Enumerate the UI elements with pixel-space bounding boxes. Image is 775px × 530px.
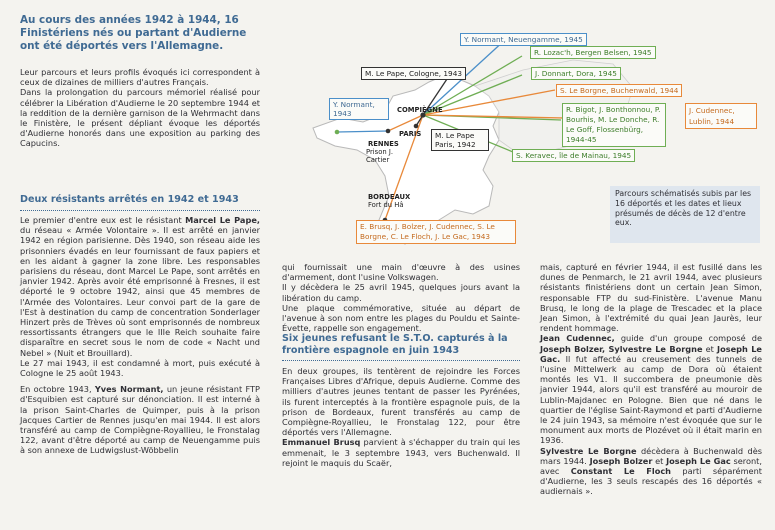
name-sylvestre-le-borgne: Sylvestre Le Borgne: [540, 445, 637, 456]
paragraph-plaque: Une plaque commémorative, située au départ de l'avenue à son nom entre les plages du Pouldu et Sainte-Évette, rappelle son engagement.: [282, 302, 520, 334]
city-bordeaux-fort: Fort du Hâ: [368, 201, 404, 209]
map-legend-note: Parcours schématisés subis par les 16 déportés et les dates et lieux présumés de décès de 12 d'entre eux.: [610, 186, 760, 243]
label-normant: Y. Normant, 1943: [329, 98, 389, 120]
label-cudennec: J. Cudennec, Lublin, 1944: [685, 103, 757, 129]
city-bordeaux: BORDEAUX: [368, 193, 411, 201]
label-le-borgne: S. Le Borgne, Buchenwald, 1944: [556, 84, 682, 97]
column2-top-text: [282, 262, 520, 333]
label-le-pape-cologne: M. Le Pape, Cologne, 1943: [361, 67, 466, 80]
paragraph-deces: Il y décèdera le 25 avril 1945, quelques jours avant la libération du camp.: [282, 282, 520, 303]
paragraph-cudennec: Jean Cudennec, guide d'un groupe composé de Joseph Bolzer, Sylvestre Le Borgne et Joseph Le Gac. Il fut affecté au creusement des tunnels de l'usine Mittelwerk au camp de Dora où étaient montés les V1. Il succombera de pneumonie dès janvier 1944, alors qu'il est transféré au mouroir de Lublin-Majdanec en Pologne. Bien que né dans le quartier de l'église Saint-Raymond et parti d'Audierne le 24 juin 1943, sa mémoire n'est évoquée que sur le monument aux morts de Plozévet où il était marin en 1936.: [540, 333, 763, 446]
intro-paragraph-1: Leur parcours et leurs profils évoqués ici correspondent à ceux de dizaines de milliers d'autres Français.: [20, 67, 260, 88]
label-group-1943: E. Brusq, J. Bolzer, J. Cudennec, S. Le Borgne, C. Le Floch, J. Le Gac, 1943: [356, 220, 516, 244]
label-donnart: J. Donnart, Dora, 1945: [531, 67, 621, 80]
city-rennes-prison: Prison J. Cartier: [366, 148, 393, 164]
label-lozach: R. Lozac'h, Bergen Belsen, 1945: [530, 46, 656, 59]
label-normant-neuengamme: Y. Normant, Neuengamme, 1945: [460, 33, 587, 46]
city-rennes: RENNES: [368, 140, 399, 148]
paragraph-normant: En octobre 1943, Yves Normant, un jeune résistant FTP d'Esquibien est capturé sur dénonciation. Il est interné à la prison Saint-Charles de Quimper, puis à la prison Jacques Cartier de Rennes jusqu'en mai 1944. Il est alors transféré au camp de Compiègne-Royallieu, le Fronstalag 122, avant d'être déporté au camp de Neuengamme puis à son annexe de Ludwigslust-Wöbbelin: [20, 384, 260, 456]
name-emmanuel-brusq: Emmanuel Brusq: [282, 437, 361, 448]
section1-title: Deux résistants arrêtés en 1942 et 1943: [20, 194, 239, 205]
intro-text: [20, 67, 260, 149]
paragraph-rescapes: Sylvestre Le Borgne décèdera à Buchenwald dès mars 1944. Joseph Bolzer et Joseph Le Gac seront, avec Constant Le Floch parti séparément d'Audierne, les 3 seuls rescapés des 16 déportés « audiernais ».: [540, 445, 762, 497]
paragraph-volkswagen: qui fournissait une main d'œuvre à des usines d'armement, dont l'usine Volkswagen.: [282, 262, 520, 283]
column3-text: [540, 262, 762, 497]
label-keravec: S. Keravec, île de Mainau, 1945: [512, 149, 635, 162]
section1-text: [20, 215, 260, 456]
label-flossenburg-group: R. Bigot, J. Bonthonnou, P. Bourhis, M. Le Donche, R. Le Goff, Flossenbürg, 1944-45: [562, 103, 666, 147]
section2-divider: [282, 360, 520, 361]
marker-audierne: [335, 130, 340, 135]
paragraph-penmarch: mais, capturé en février 1944, il est fusillé dans les dunes de Penmarch, le 21 avril 1944, avec plusieurs résistants finistériens dont un certain Jean Simon, responsable FTP du sud-Finistère. L'avenue Manu Brusq, le long de la plage de Trescadec et la place Jean Simon, à l'extrémité du quai Jean Jaurès, leur rendent hommage.: [540, 262, 762, 334]
label-le-pape-paris: M. Le Pape Paris, 1942: [431, 129, 489, 151]
marker-rennes: [386, 129, 391, 134]
marker-paris: [414, 124, 419, 129]
paragraph-le-pape: Le premier d'entre eux est le résistant Marcel Le Pape, du réseau « Armée Volontaire ». Il est arrêté en janvier 1942 en région parisienne. Dès 1940, son réseau aide les prisonniers évadés en leur fournissant de faux papiers et en les aidant à gagner la zone libre. Les responsables parisiens du réseau, dont Marcel Le Pape, sont arrêtés en janvier 1942. Après avoir été emprisonné à Fresnes, il est déporté le 9 octobre 1942, ainsi que 45 membres de l'Armée des Volontaires. Leur convoi part de la gare de l'Est à destination du camp de concentration Sonderlager Hinzert près de Trèves où sont emprisonnés de nombreux ressortissants étrangers que le IIIe Reich souhaite faire disparaître en secret sous le nom de code « Nacht und Nebel » (Nuit et Brouillard).: [20, 215, 260, 358]
column2-bottom-text: [282, 366, 520, 468]
paragraph-execution: Le 27 mai 1943, il est condamné à mort, puis exécuté à Cologne le 25 août 1943.: [20, 357, 260, 379]
section2-title: Six jeunes refusant le S.T.O. capturés à la frontière espagnole en juin 1943: [282, 333, 508, 356]
intro-title: Au cours des années 1942 à 1944, 16 Finistériens nés ou partant d'Audierne ont été déportés vers l'Allemagne.: [20, 14, 247, 53]
paragraph-brusq: Emmanuel Brusq parvient à s'échapper du train qui les emmenait, le 3 septembre 1943, vers Buchenwald. Il rejoint le maquis du Scaër,: [282, 437, 520, 468]
intro-paragraph-2: Dans la prolongation du parcours mémoriel réalisé pour célébrer la Libération d'Audierne le 20 septembre 1944 et la reddition de la dernière garnison de la Wehrmacht dans le Finistère, le présent dépliant évoque les déportés d'Audierne honorés dans une exposition au parking des Capucins.: [20, 87, 260, 149]
city-paris: PARIS: [399, 130, 422, 138]
section1-divider: [20, 210, 260, 211]
name-marcel-le-pape: Marcel Le Pape,: [185, 215, 260, 225]
name-yves-normant: Yves Normant,: [94, 384, 164, 395]
city-compiegne: COMPIÈGNE: [397, 106, 443, 114]
paragraph-sto: En deux groupes, ils tentèrent de rejoindre les Forces Françaises Libres d'Afrique, depuis Audierne. Comme des milliers d'autres jeunes tentant de passer les Pyrénées, ils furent interceptés à la frontière espagnole puis, de la prison de Bordeaux, furent transférés au camp de Compiègne-Royallieu, le Fronstalag 122, pour être déportés vers l'Allemagne.: [282, 366, 520, 438]
name-jean-cudennec: Jean Cudennec,: [540, 333, 615, 344]
